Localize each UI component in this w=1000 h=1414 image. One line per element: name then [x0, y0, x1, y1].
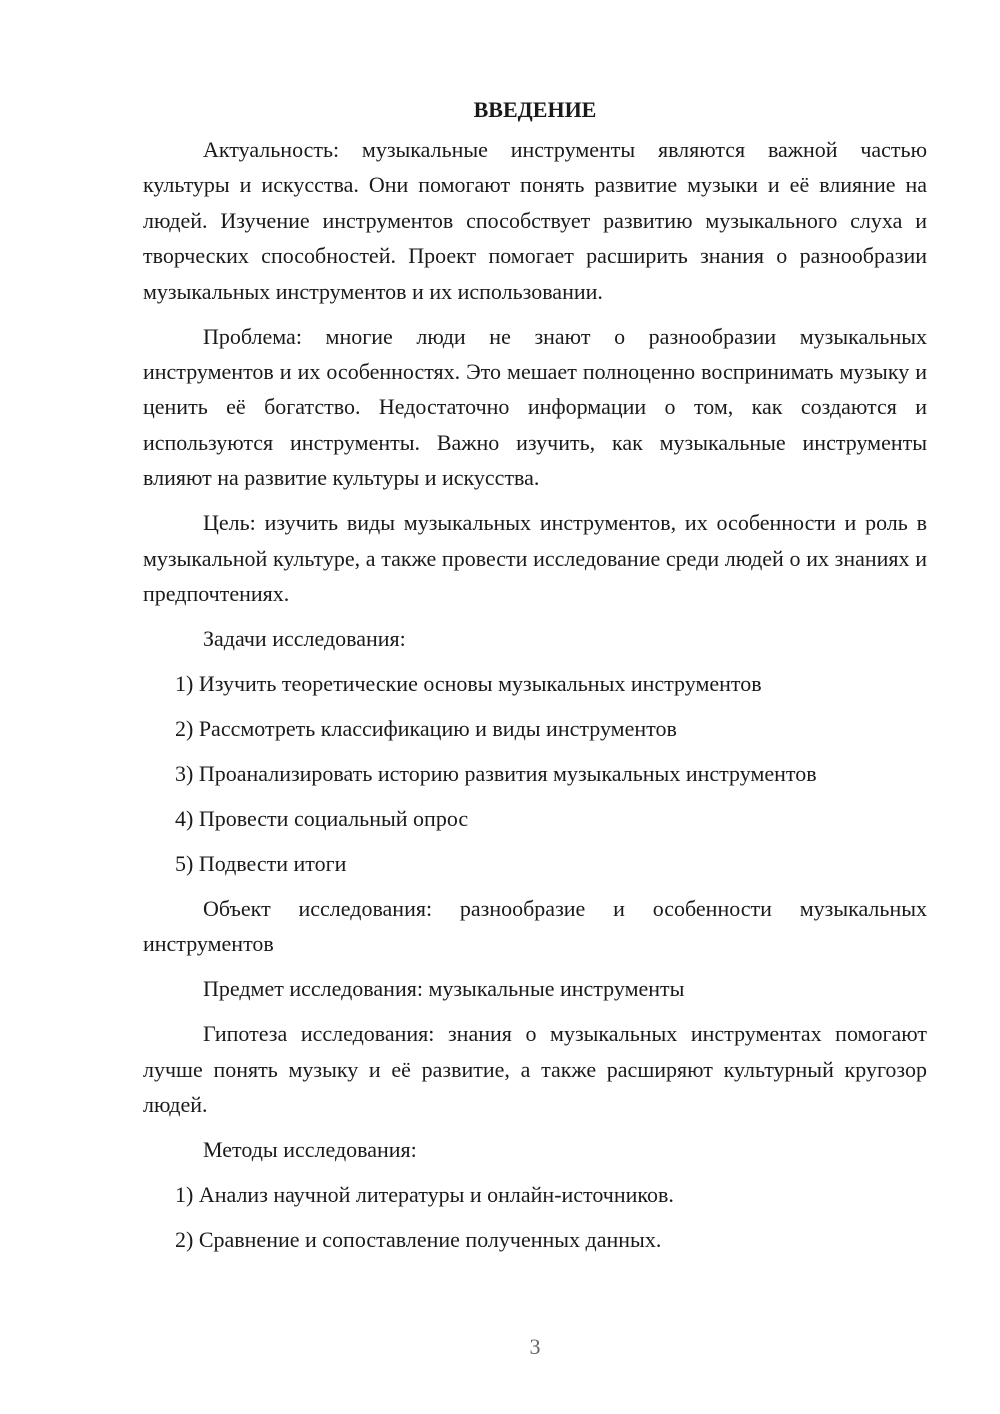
page-number: 3 [529, 1334, 541, 1359]
hypothesis-paragraph: Гипотеза исследования: знания о музыкальных инструментах помогают лучше понять музыку и её развитие, а также расширяют культурный кругозор людей. [143, 1021, 927, 1118]
object-paragraph: Объект исследования: разнообразие и особенности музыкальных инструментов [143, 896, 927, 957]
relevance-paragraph: Актуальность: музыкальные инструменты являются важной частью культуры и искусства. Они помогают понять развитие музыки и её влияние на людей. Изучение инструментов способствует развитию музыкального слуха и творческих способностей. Проект помогает расширить знания о разнообразии музыкальных инструментов и их использовании. [143, 137, 927, 304]
task-item: 3) Проанализировать историю развития музыкальных инструментов [175, 761, 817, 787]
goal-paragraph: Цель: изучить виды музыкальных инструментов, их особенности и роль в музыкальной культуре, а также провести исследование среди людей о их знаниях и предпочтениях. [143, 510, 927, 607]
methods-heading: Методы исследования: [203, 1137, 417, 1163]
problem-paragraph: Проблема: многие люди не знают о разнообразии музыкальных инструментов и их особенностях. Это мешает полноценно воспринимать музыку и ценить её богатство. Недостаточно информации о том, как создаются и используются инструменты. Важно изучить, как музыкальные инструменты влияют на развитие культуры и искусства. [143, 323, 927, 491]
tasks-heading: Задачи исследования: [203, 626, 406, 652]
subject-paragraph: Предмет исследования: музыкальные инструменты [203, 976, 685, 1002]
page-title: ВВЕДЕНИЕ [473, 97, 597, 122]
method-item: 1) Анализ научной литературы и онлайн-источников. [175, 1182, 674, 1208]
document-page [143, 96, 927, 1267]
task-item: 2) Рассмотреть классификацию и виды инструментов [175, 716, 677, 742]
task-item: 1) Изучить теоретические основы музыкальных инструментов [175, 671, 762, 697]
task-item: 5) Подвести итоги [175, 851, 347, 877]
method-item: 2) Сравнение и сопоставление полученных данных. [175, 1227, 662, 1253]
task-item: 4) Провести социальный опрос [175, 806, 469, 832]
